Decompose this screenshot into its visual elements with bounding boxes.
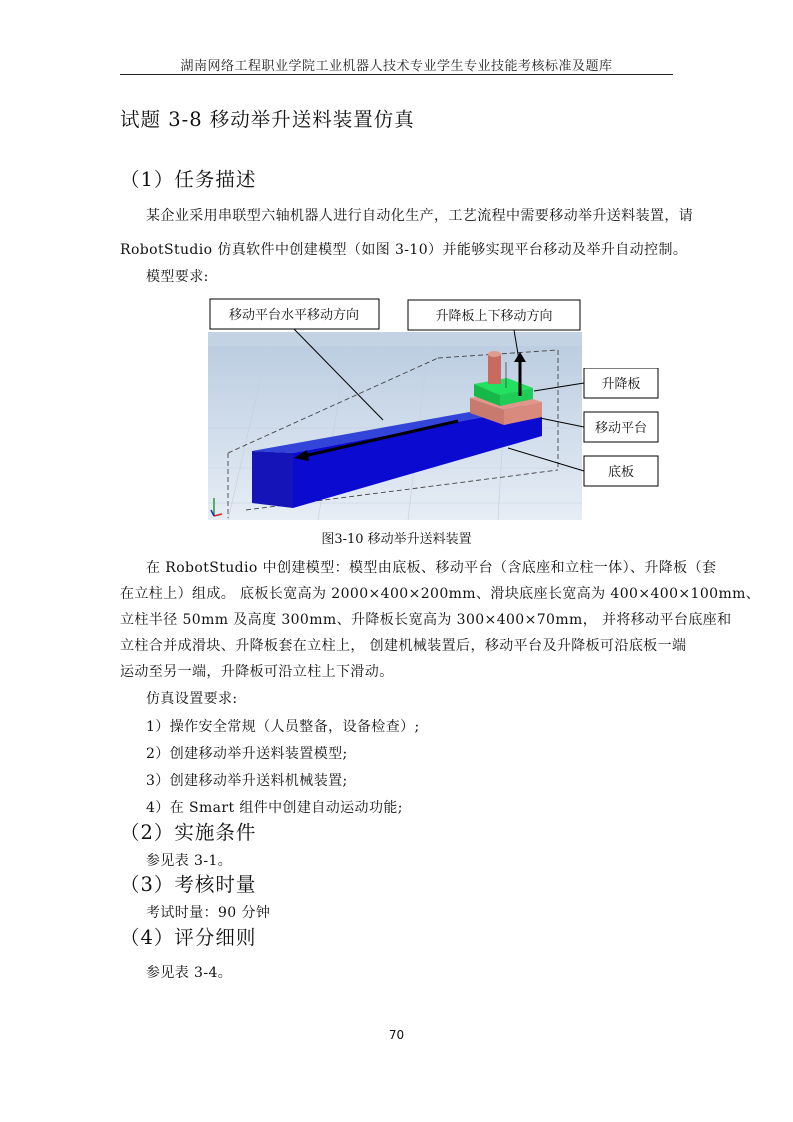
section-4-heading: （4）评分细则 bbox=[120, 926, 257, 949]
sim-item: 2）创建移动举升送料装置模型; bbox=[146, 746, 348, 762]
callout-platform: 移动平台 bbox=[594, 421, 648, 436]
section-2-text: 参见表 3-1。 bbox=[146, 853, 233, 869]
task-para-line-2: RobotStudio 仿真软件中创建模型（如图 3-10）并能够实现平台移动及举升自动控制。 bbox=[120, 242, 688, 258]
sim-item: 3）创建移动举升送料机械装置; bbox=[146, 773, 348, 789]
running-header: 湖南网络工程职业学院工业机器人技术专业学生专业技能考核标准及题库 bbox=[180, 59, 613, 74]
question-title: 试题 3-8 移动举升送料装置仿真 bbox=[120, 108, 415, 131]
section-2-heading: （2）实施条件 bbox=[120, 821, 257, 844]
desc-line-2: 在立柱上）组成。 底板长宽高为 2000×400×200mm、滑块底座长宽高为 400×400×100mm、 bbox=[120, 586, 761, 602]
task-para-line-1: 某企业采用串联型六轴机器人进行自动化生产，工艺流程中需要移动举升送料装置，请 bbox=[146, 208, 694, 224]
page-number: 70 bbox=[388, 1028, 405, 1042]
desc-line-3: 立柱半径 50mm 及高度 300mm、升降板长宽高为 300×400×70mm， 并将移动平台底座和 bbox=[120, 612, 732, 628]
callout-move-direction: 移动平台水平移动方向 bbox=[228, 308, 360, 323]
callout-lift-direction: 升降板上下移动方向 bbox=[435, 309, 553, 324]
side-callouts bbox=[498, 368, 660, 488]
section-4-text: 参见表 3-4。 bbox=[146, 965, 233, 981]
section-3-heading: （3）考核时量 bbox=[120, 873, 257, 896]
figure-3-10 bbox=[208, 298, 648, 520]
section-3-text: 考试时量：90 分钟 bbox=[146, 905, 271, 921]
sim-item: 4）在 Smart 组件中创建自动运动功能; bbox=[146, 800, 403, 816]
figure-caption: 图3-10 移动举升送料装置 bbox=[321, 532, 472, 547]
model-requirements-label: 模型要求: bbox=[146, 269, 209, 285]
desc-line-1: 在 RobotStudio 中创建模型：模型由底板、移动平台（含底座和立柱一体）、升降板（套 bbox=[146, 560, 717, 576]
desc-line-4: 立柱合并成滑块、升降板套在立柱上， 创建机械装置后，移动平台及升降板可沿底板一端 bbox=[120, 638, 687, 654]
sim-item: 1）操作安全常规（人员整备，设备检查）; bbox=[146, 719, 420, 735]
header-rule bbox=[120, 74, 673, 75]
section-1-heading: （1）任务描述 bbox=[120, 168, 257, 191]
base-plate-front bbox=[252, 451, 293, 508]
callout-base: 底板 bbox=[607, 465, 635, 480]
sim-requirements-heading: 仿真设置要求: bbox=[146, 691, 238, 707]
desc-line-5: 运动至另一端，升降板可沿立柱上下滑动。 bbox=[120, 664, 394, 680]
callout-lift-plate: 升降板 bbox=[601, 377, 641, 392]
